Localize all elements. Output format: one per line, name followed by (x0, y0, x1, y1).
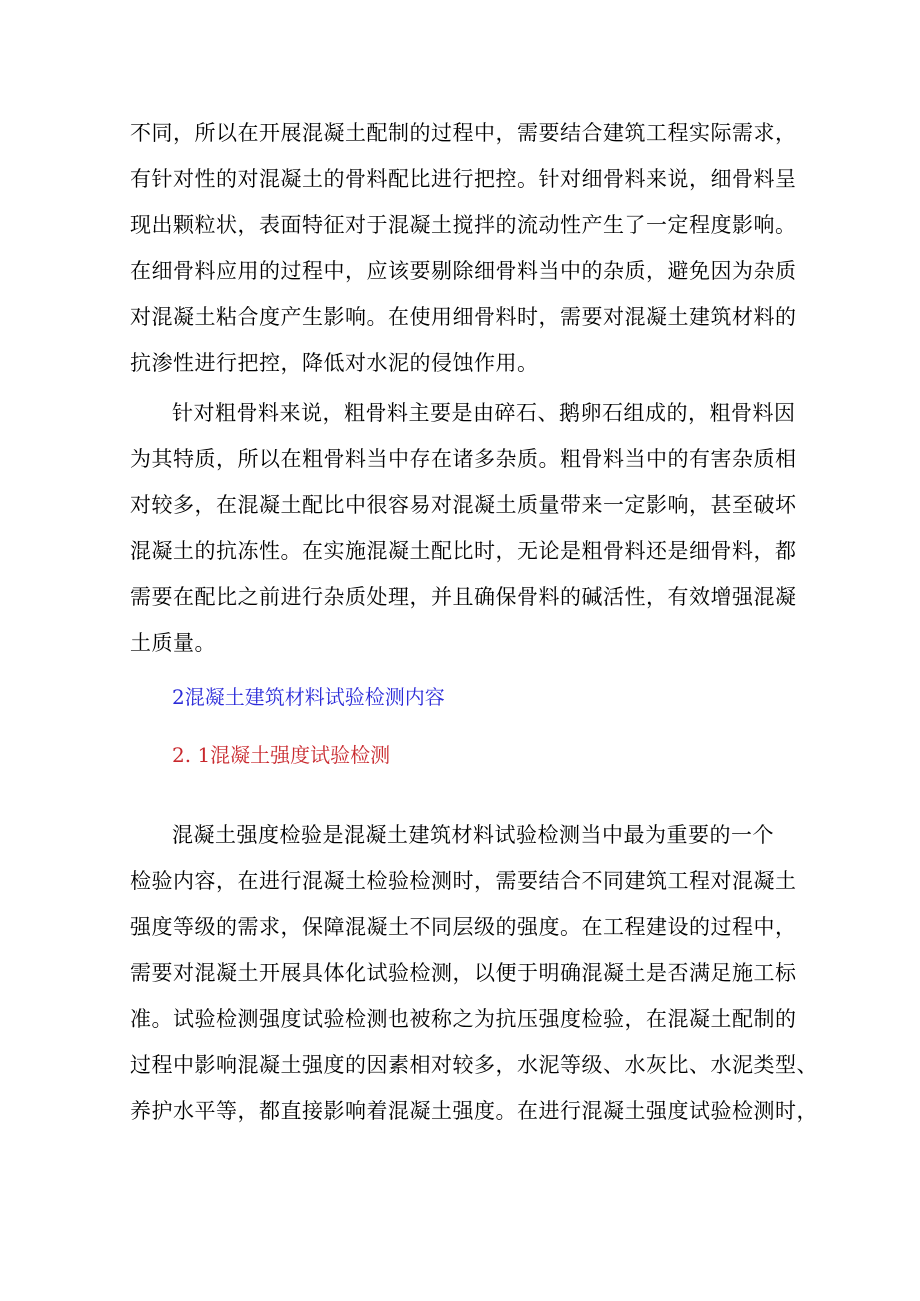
text-line: 对较多，在混凝土配比中很容易对混凝土质量带来一定影响，甚至破坏 (130, 493, 797, 517)
text-line: 需要对混凝土开展具体化试验检测，以便于明确混凝土是否满足施工标 (130, 961, 797, 985)
text-line: 强度等级的需求，保障混凝土不同层级的强度。在工程建设的过程中， (130, 915, 797, 939)
text-line: 需要在配比之前进行杂质处理，并且确保骨料的碱活性，有效增强混凝 (130, 585, 797, 609)
document-body (130, 110, 818, 1134)
text-line: 对混凝土粘合度产生影响。在使用细骨料时，需要对混凝土建筑材料的 (130, 305, 797, 329)
paragraph-2 (130, 390, 810, 666)
text-line: 养护水平等，都直接影响着混凝土强度。在进行混凝土强度试验检测时， (130, 1099, 818, 1123)
paragraph-1 (130, 110, 810, 386)
text-line: 抗渗性进行把控，降低对水泥的侵蚀作用。 (130, 351, 539, 375)
text-line: 在细骨料应用的过程中，应该要剔除细骨料当中的杂质，避免因为杂质 (130, 259, 797, 283)
text-line: 现出颗粒状，表面特征对于混凝土搅拌的流动性产生了一定程度影响。 (130, 213, 797, 237)
section-heading: 2混凝土建筑材料试验检测内容 (172, 685, 445, 709)
text-line: 土质量。 (130, 631, 216, 655)
paragraph-3 (130, 812, 818, 1134)
text-line: 为其特质，所以在粗骨料当中存在诸多杂质。粗骨料当中的有害杂质相 (130, 447, 797, 471)
subsection-heading: 2. 1混凝土强度试验检测 (172, 743, 391, 767)
text-line: 过程中影响混凝土强度的因素相对较多，水泥等级、水灰比、水泥类型、 (130, 1053, 818, 1077)
text-line: 混凝土的抗冻性。在实施混凝土配比时，无论是粗骨料还是细骨料，都 (130, 539, 797, 563)
text-line: 有针对性的对混凝土的骨料配比进行把控。针对细骨料来说，细骨料呈 (130, 167, 797, 191)
text-line: 针对粗骨料来说，粗骨料主要是由碎石、鹅卵石组成的，粗骨料因 (172, 401, 796, 425)
text-line: 准。试验检测强度试验检测也被称之为抗压强度检验，在混凝土配制的 (130, 1007, 797, 1031)
text-line: 不同，所以在开展混凝土配制的过程中，需要结合建筑工程实际需求， (130, 121, 797, 145)
text-line: 检验内容，在进行混凝土检验检测时，需要结合不同建筑工程对混凝土 (130, 869, 797, 893)
text-line: 混凝土强度检验是混凝土建筑材料试验检测当中最为重要的一个 (172, 823, 774, 847)
